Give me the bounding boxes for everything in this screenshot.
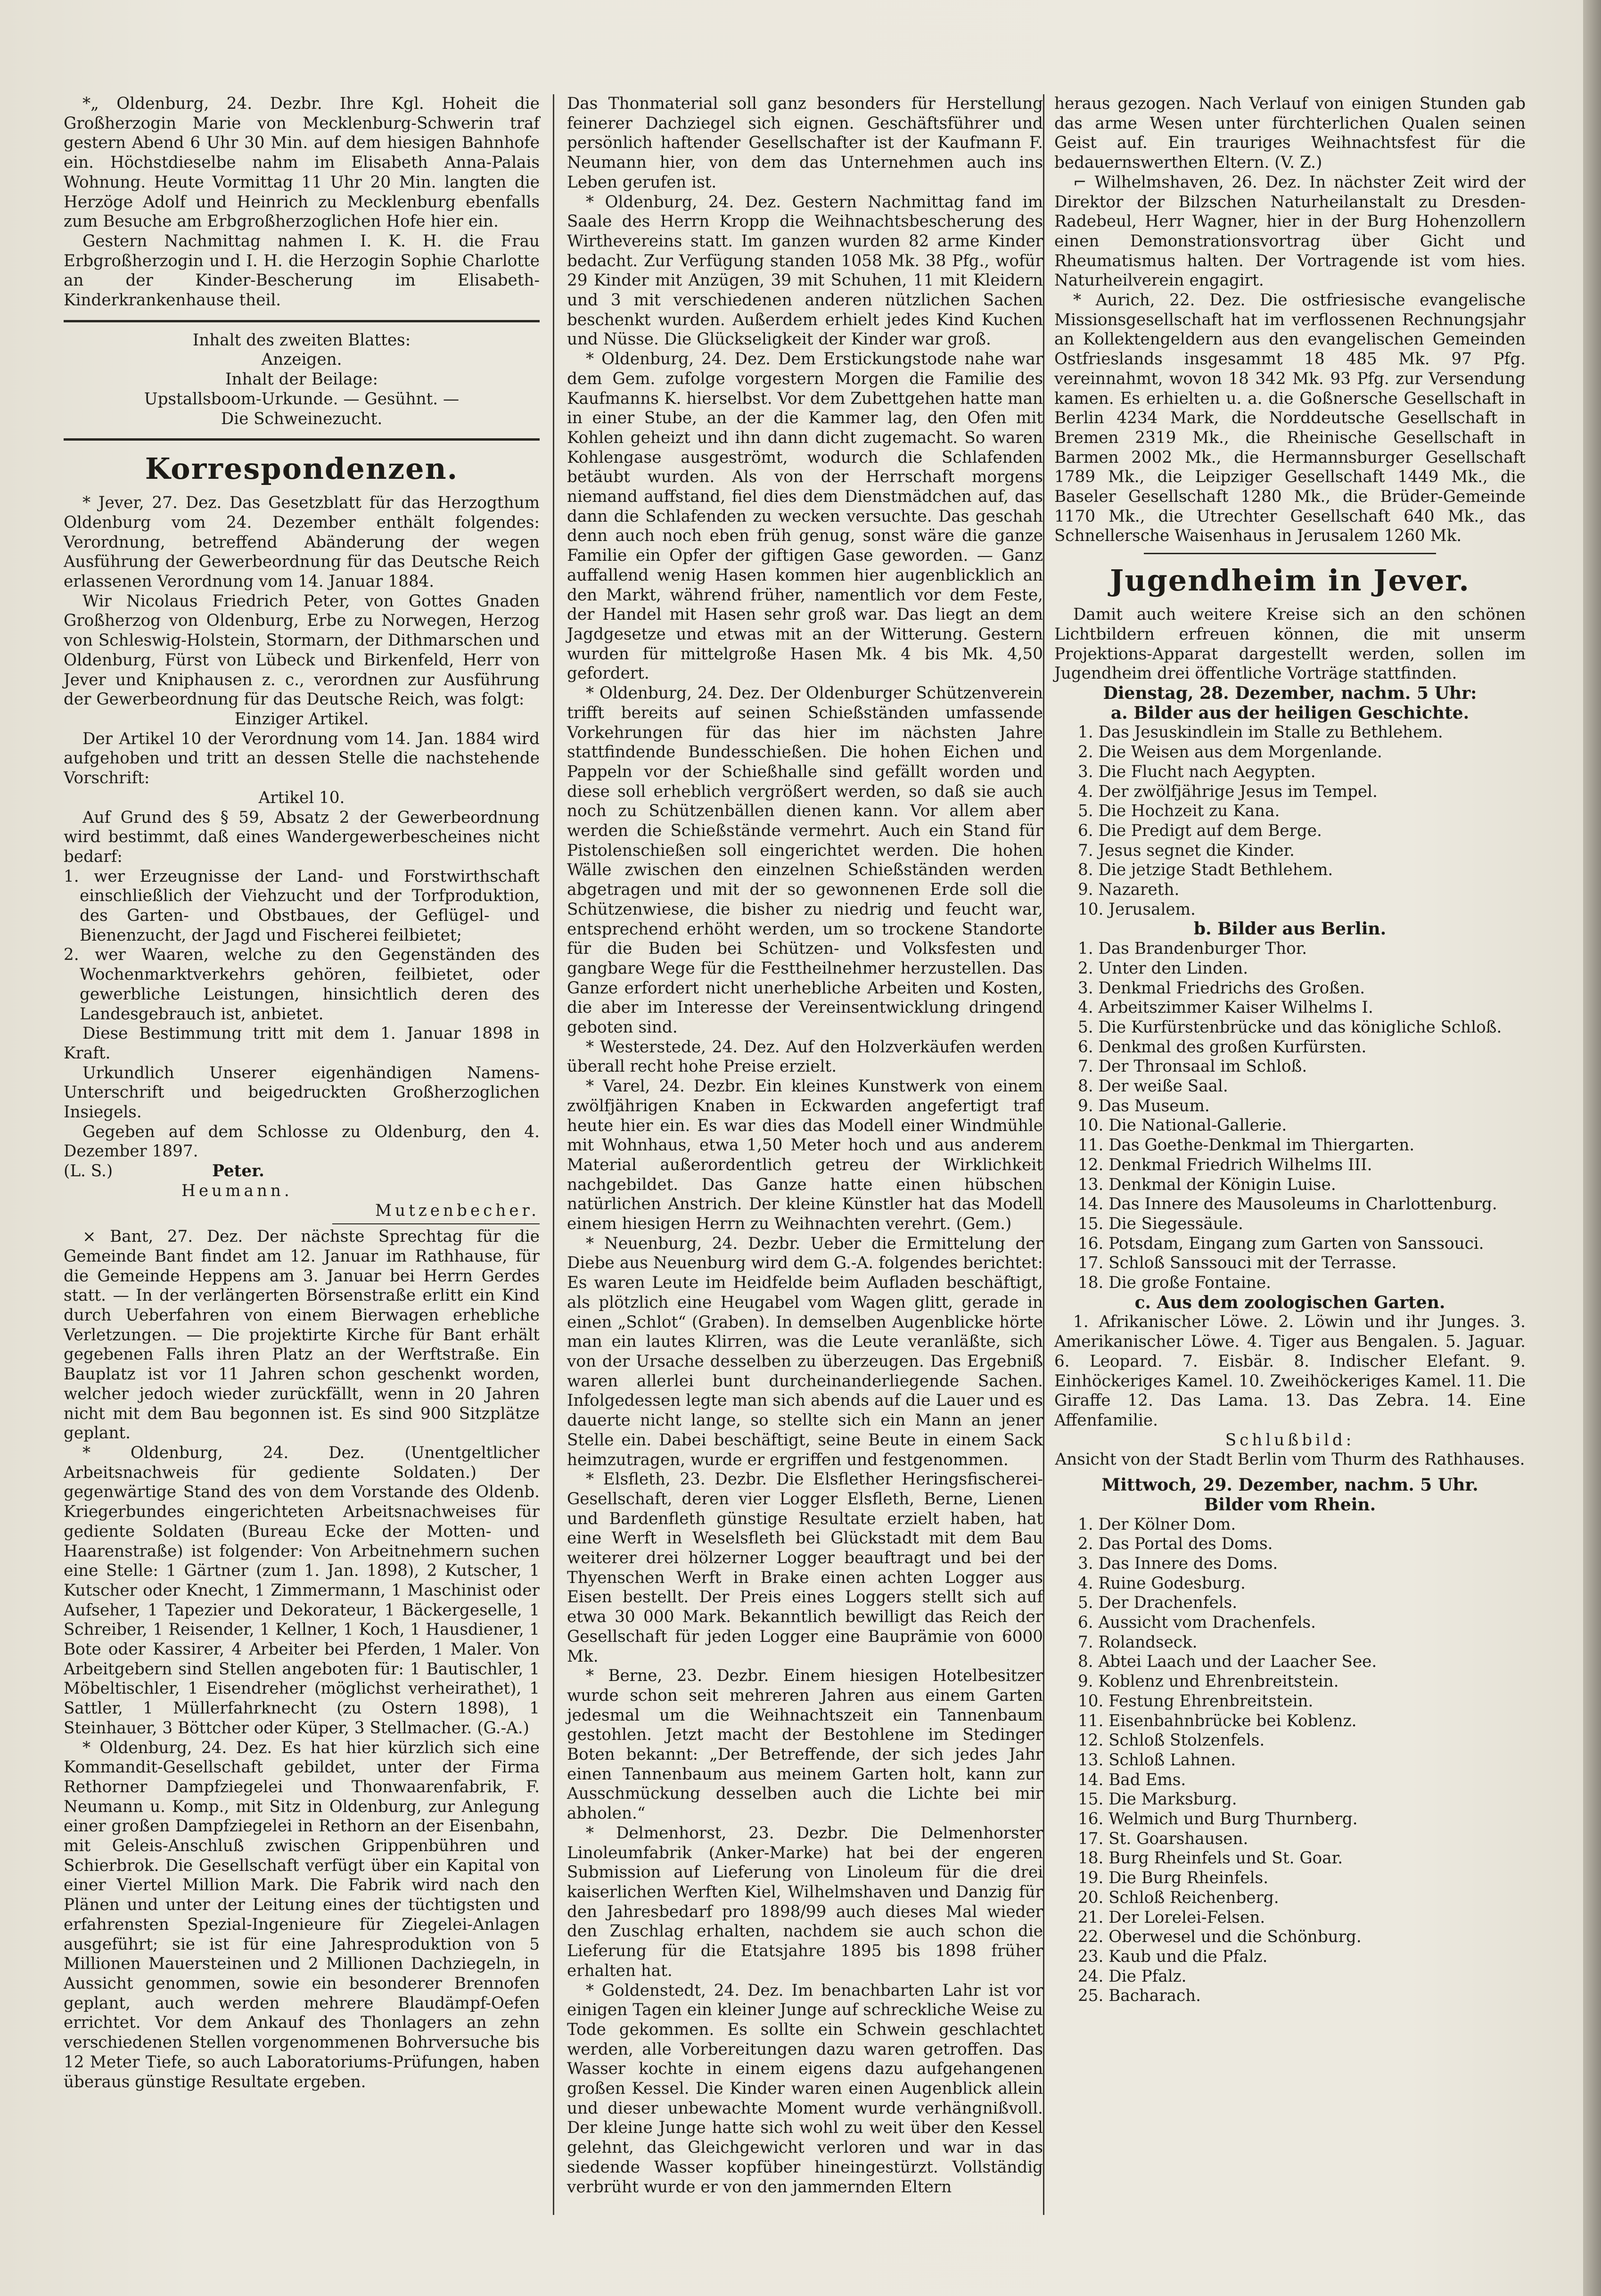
list-item: 7. Rolandseck. xyxy=(1078,1632,1198,1652)
list-item: 9. Das Museum. xyxy=(1078,1096,1210,1115)
column-3 xyxy=(1054,94,1526,2006)
list-item: 15. Die Marksburg. xyxy=(1078,1790,1237,1809)
list-item: 5. Die Hochzeit zu Kana. xyxy=(1078,802,1280,821)
program-date: Dienstag, 28. Dezember, nachm. 5 Uhr: xyxy=(1103,683,1477,703)
list-item: 23. Kaub und die Pfalz. xyxy=(1078,1947,1268,1966)
list-item: 10. Festung Ehrenbreitstein. xyxy=(1078,1691,1314,1711)
article-title: Artikel 10. xyxy=(258,788,345,807)
picture-list xyxy=(1054,939,1526,1293)
column-rule xyxy=(553,94,554,2215)
list-item: 17. Schloß Sanssouci mit der Terrasse. xyxy=(1078,1254,1397,1273)
picture-list xyxy=(1054,1515,1526,2007)
decree-paragraph: Auf Grund des § 59, Absatz 2 der Gewerbeordnung wird bestimmt, daß eines Wandergewerbescheines nicht bedarf: xyxy=(64,808,540,866)
picture-list xyxy=(1054,723,1526,919)
list-item: 25. Bacharach. xyxy=(1078,1986,1201,2006)
article-oldenburg-1b: Gestern Nachmittag nahmen I. K. H. die Frau Erbgroßherzogin und I. H. die Herzogin Sophie Charlotte an der Kinder-Bescherung im Elisabeth-Kinderkrankenhause theil. xyxy=(64,231,540,310)
signature-mutzenbecher: Mutzenbecher. xyxy=(375,1201,540,1220)
article-title: Einziger Artikel. xyxy=(234,709,369,729)
list-item: 7. Jesus segnet die Kinder. xyxy=(1078,841,1295,860)
contents-line: Die Schweinezucht. xyxy=(221,409,383,428)
list-item: 11. Eisenbahnbrücke bei Koblenz. xyxy=(1078,1711,1357,1730)
list-item: 2. Das Portal des Doms. xyxy=(1078,1534,1273,1554)
list-item: 18. Die große Fontaine. xyxy=(1078,1273,1272,1293)
article-aurich: * Aurich, 22. Dez. Die ostfriesische evangelische Missionsgesellschaft hat im verflossenen Rechnungsjahr an Kollektengeldern aus den evangelischen Gemeinden Ostfrieslands insgesammt 18 485 Mk. 97 Pfg. vereinnahmt, wovon 18 342 Mk. 93 Pfg. zur Versendung kamen. Es erhielten u. a. die Goßnersche Gesellschaft in Berlin 4234 Mark, die Norddeutsche Gesellschaft in Bremen 2319 Mk., die Rheinische Gesellschaft in Barmen 2002 Mk., die Hermannsburger Gesellschaft 1789 Mk., die Leipziger Gesellschaft 1449 Mk., die Baseler Gesellschaft 1280 Mk., die Brüder-Gemeinde 1170 Mk., die Utrechter Gesellschaft 640 Mk., das Schnellersche Waisenhaus in Jerusalem 1260 Mk. xyxy=(1054,291,1526,546)
final-picture-label: Schlußbild: xyxy=(1225,1430,1355,1450)
page-edge xyxy=(1583,0,1601,2296)
list-item: 2. wer Waaren, welche zu den Gegenständen des Wochenmarktverkehrs gehören, feilbietet, oder gewerbliche Leistungen, hinsichtlich deren des Landesgebrauch ist, anbietet. xyxy=(64,945,540,1024)
program-section: Bilder vom Rhein. xyxy=(1204,1494,1376,1515)
article-continuation: heraus gezogen. Nach Verlauf von einigen Stunden gab das arme Wesen unter fürchterlichen Qualen seinen Geist auf. Ein trauriges Weihnachtsfest für die bedauernswerthen Eltern. (V. Z.) xyxy=(1054,94,1526,172)
decree-paragraph: Urkundlich Unserer eigenhändigen Namens-Unterschrift und beigedruckten Großherzoglichen Insiegels. xyxy=(64,1063,540,1122)
column-2 xyxy=(567,94,1043,2197)
list-item: 10. Jerusalem. xyxy=(1078,900,1196,919)
article-berne: * Berne, 23. Dezbr. Einem hiesigen Hotelbesitzer wurde schon seit mehreren Jahren aus einem Garten jedesmal um die Weihnachtszeit ein Tannenbaum gestohlen. Jetzt macht der Bestohlene im Stedinger Boten bekannt: „Der Betreffende, der sich jedes Jahr einen Tannenbaum aus meinem Garten holt, kann zur Ausschmückung desselben auch die Lichte bei mir abholen.“ xyxy=(567,1666,1043,1823)
zoo-list: 1. Afrikanischer Löwe. 2. Löwin und ihr Junges. 3. Amerikanischer Löwe. 4. Tiger aus Bengalen. 5. Jaguar. 6. Leopard. 7. Eisbär. 8. Indischer Elefant. 9. Einhöckeriges Kamel. 10. Zweihöckeriges Kamel. 11. Die Giraffe 12. Das Lama. 13. Das Zebra. 14. Eine Affenfamilie. xyxy=(1054,1312,1526,1430)
list-item: 15. Die Siegessäule. xyxy=(1078,1214,1243,1233)
list-item: 1. Der Kölner Dom. xyxy=(1078,1515,1236,1534)
list-item: 5. Der Drachenfels. xyxy=(1078,1593,1238,1613)
list-item: 4. Ruine Godesburg. xyxy=(1078,1574,1246,1593)
signature-line xyxy=(64,1162,540,1181)
list-item: 12. Schloß Stolzenfels. xyxy=(1078,1731,1265,1750)
list-item: 16. Potsdam, Eingang zum Garten von Sanssouci. xyxy=(1078,1234,1484,1253)
list-item: 12. Denkmal Friedrich Wilhelms III. xyxy=(1078,1155,1372,1174)
contents-line: Inhalt des zweiten Blattes: xyxy=(192,330,411,350)
list-item: 19. Die Burg Rheinfels. xyxy=(1078,1869,1269,1888)
list-item: 3. Das Innere des Doms. xyxy=(1078,1554,1278,1573)
column-rule xyxy=(1043,94,1044,2215)
list-item: 6. Denkmal des großen Kurfürsten. xyxy=(1078,1037,1367,1057)
article-varel: * Varel, 24. Dezbr. Ein kleines Kunstwerk von einem zwölfjährigen Knaben in Eckwarden angefertigt traf heute hier ein. Es war dies das Modell einer Windmühle mit Wohnhaus, etwa 1,50 Meter hoch und aus anderem Material außerordentlich getreu der Wirklichkeit nachgebildet. Das Ganze hatte einen hübschen natürlichen Anstrich. Der kleine Künstler hat das Modell einem hiesigen Herrn zu Weihnachten verehrt. (Gem.) xyxy=(567,1077,1043,1234)
divider xyxy=(64,320,540,322)
article-goldenstedt: * Goldenstedt, 24. Dez. Im benachbarten Lahr ist vor einigen Tagen ein kleiner Junge auf schreckliche Weise zu Tode gekommen. Es sollte ein Schwein geschlachtet werden, alle Vorbereitungen dazu waren getroffen. Das Wasser kochte in einem eigens dazu aufgehangenen großen Kessel. Die Kinder waren einen Augenblick allein und dieser unbewachte Moment wurde verhängnißvoll. Der kleine Junge hatte sich wohl zu weit über den Kessel gelehnt, das Gleichgewicht verloren und war in das siedende Wasser kopfüber hineingestürzt. Vollständig verbrüht wurde er von den jammernden Eltern xyxy=(567,1981,1043,2197)
decree-preamble: Wir Nicolaus Friedrich Peter, von Gottes Gnaden Großherzog von Oldenburg, Erbe zu Norwegen, Herzog von Schleswig-Holstein, Stormarn, der Dithmarschen und Oldenburg, Fürst von Lübeck und Birkenfeld, Herr von Jever und Kniphausen z. c., verordnen zur Ausführung der Gewerbeordnung für das Deutsche Reich, was folgt: xyxy=(64,591,540,709)
list-item: 21. Der Lorelei-Felsen. xyxy=(1078,1908,1265,1927)
article-oldenburg-3: * Oldenburg, 24. Dez. Es hat hier kürzlich sich eine Kommandit-Gesellschaft gebildet, unter der Firma Rethorner Dampfziegelei und Thonwaarenfabrik, F. Neumann u. Komp., mit Sitz in Oldenburg, zur Anlegung einer großen Dampfziegelei in Rethorn an der Eisenbahn, mit Geleis-Anschluß zwischen Grippenbühren und Schierbrok. Die Gesellschaft verfügt über ein Kapital von einer Viertel Million Mark. Die Fabrik wird nach den Plänen und unter der Leitung eines der tüchtigsten und erfahrensten Spezial-Ingenieure für Ziegelei-Anlagen ausgeführt; sie ist für eine Jahresproduktion von 5 Millionen Mauersteinen und 2 Millionen Dachziegeln, in Aussicht genommen, sowie ein besonderer Brennofen geplant, auch werden mehrere Blaudämpf-Oefen errichtet. Vor dem Ankauf des Thonlagers an zehn verschiedenen Stellen vorgenommenen Bohrversuche bis 12 Meter Tiefe, so auch Laboratoriums-Prüfungen, haben überaus günstige Resultate ergeben. xyxy=(64,1738,540,2091)
final-picture-text: Ansicht von der Stadt Berlin vom Thurm des Rathhauses. xyxy=(1055,1450,1525,1469)
contents-line: Upstallsboom-Urkunde. — Gesühnt. — xyxy=(144,389,460,409)
article-oldenburg-1: *„ Oldenburg, 24. Dezbr. Ihre Kgl. Hoheit die Großherzogin Marie von Mecklenburg-Schwerin traf gestern Abend 6 Uhr 30 Min. auf dem hiesigen Bahnhofe ein. Höchstdieselbe nahm im Elisabeth Anna-Palais Wohnung. Heute Vormittag 11 Uhr 20 Min. langten die Herzöge Adolf und Heinrich zu Mecklenburg ebenfalls zum Besuche am Erbgroßherzoglichen Hofe hier ein. xyxy=(64,94,540,231)
divider xyxy=(1144,553,1436,554)
divider xyxy=(64,438,540,441)
article-delmenhorst: * Delmenhorst, 23. Dezbr. Die Delmenhorster Linoleumfabrik (Anker-Marke) hat bei der engeren Submission auf Lieferung von Linoleum für die drei kaiserlichen Werften Kiel, Wilhelmshaven und Danzig für den Jahresbedarf pro 1898/99 auch dieses Mal wieder den Zuschlag erhalten, nachdem sie auch schon die Lieferung für die Etatsjahre 1895 bis 1898 früher erhalten hat. xyxy=(567,1823,1043,1980)
list-item: 14. Das Innere des Mausoleums in Charlottenburg. xyxy=(1078,1195,1497,1214)
list-item: 9. Nazareth. xyxy=(1078,880,1180,900)
list-item: 8. Der weiße Saal. xyxy=(1078,1077,1228,1096)
list-item: 24. Die Pfalz. xyxy=(1078,1967,1187,1986)
article-oldenburg-4: * Oldenburg, 24. Dez. Gestern Nachmittag fand im Saale des Herrn Kropp die Weihnachtsbescherung des Wirthevereins statt. Im ganzen wurden 82 arme Kinder bedacht. Zur Verfügung standen 1058 Mk. 38 Pfg., wofür 29 Kinder mit Anzügen, 39 mit Schuhen, 11 mit Kleidern und 3 mit verschiedenen anderen nützlichen Sachen beschenkt wurden. Außerdem erhielt jedes Kind Kuchen und Nüsse. Die Glückseligkeit der Kinder war groß. xyxy=(567,192,1043,349)
list-item: 9. Koblenz und Ehrenbreitstein. xyxy=(1078,1672,1339,1691)
decree-paragraph: Der Artikel 10 der Verordnung vom 14. Jan. 1884 wird aufgehoben und tritt an dessen Stelle die nachstehende Vorschrift: xyxy=(64,729,540,788)
section-heading: Korrespondenzen. xyxy=(145,451,459,486)
list-item: 2. Die Weisen aus dem Morgenlande. xyxy=(1078,743,1382,762)
article-wilhelmshaven: ⌐ Wilhelmshaven, 26. Dez. In nächster Zeit wird der Direktor der Bilzschen Naturheilanstalt zu Dresden-Radebeul, Herr Wagner, hier in der Burg Hohenzollern einen Demonstrationsvortrag über Gicht und Rheumatismus halten. Der Vortragende ist vom hies. Naturheilverein engagirt. xyxy=(1054,172,1526,290)
column-1 xyxy=(64,94,540,2092)
article-oldenburg-6: * Oldenburg, 24. Dez. Der Oldenburger Schützenverein trifft bereits auf seinen Schießständen umfassende Vorkehrungen für das hier im nächsten Jahre stattfindende Bundesschießen. Die hohen Eichen und Pappeln vor der Schießhalle sind gefällt worden und diese soll erheblich vergrößert werden, so daß sie auch noch zu Schützenbällen dienen kann. Vor allem aber werden die Schießstände vermehrt. Auch ein Stand für Pistolenschießen soll eingerichtet werden. Die hohen Wälle zwischen den einzelnen Schießständen werden abgetragen und mit der so gewonnenen Erde soll die Schützenwiese, die bisher zu niedrig und feucht war, entsprechend erhöht werden, um so trockene Standorte für die Buden bei Schützen- und Volksfesten und gangbare Wege für die Festtheilnehmer herzustellen. Das Ganze erfordert nicht unerhebliche Arbeiten und Kosten, die aber im Interesse der Vereinsentwicklung dringend geboten sind. xyxy=(567,684,1043,1037)
list-item: 4. Arbeitszimmer Kaiser Wilhelms I. xyxy=(1078,998,1373,1017)
list-item: 1. Das Brandenburger Thor. xyxy=(1078,939,1307,959)
list-item: 13. Schloß Lahnen. xyxy=(1078,1750,1236,1770)
list-item: 4. Der zwölfjährige Jesus im Tempel. xyxy=(1078,782,1378,801)
list-item: 11. Das Goethe-Denkmal im Thiergarten. xyxy=(1078,1136,1415,1155)
list-item: 18. Burg Rheinfels und St. Goar. xyxy=(1078,1849,1343,1868)
contents-line: Anzeigen. xyxy=(261,350,342,369)
list-item: 13. Denkmal der Königin Luise. xyxy=(1078,1175,1336,1194)
list-item: 3. Denkmal Friedrichs des Großen. xyxy=(1078,978,1365,998)
article-continuation: Das Thonmaterial soll ganz besonders für Herstellung feinerer Dachziegel sich eignen. Geschäftsführer und persönlich haftender Gesellschafter ist der Kaufmann F. Neumann hier, von dem das Unternehmen auch ins Leben gerufen ist. xyxy=(567,94,1043,192)
article-bant: ⨯ Bant, 27. Dez. Der nächste Sprechtag für die Gemeinde Bant findet am 12. Januar im Rathhause, für die Gemeinde Heppens am 3. Januar bei Herrn Gerdes statt. — In der verlängerten Börsenstraße erlitt ein Kind durch Ueberfahren von einem Bierwagen erhebliche Verletzungen. — Die projektirte Kirche für Bant erhält gegebenen Falls ihren Platz an der Werftstraße. Ein Bauplatz ist vor 11 Jahren schon geschenkt worden, welcher jedoch wieder zurückfällt, wenn in 20 Jahren nicht mit dem Bau begonnen ist. Es sind 900 Sitzplätze geplant. xyxy=(64,1227,540,1443)
list-item: 1. Das Jesuskindlein im Stalle zu Bethlehem. xyxy=(1078,723,1443,742)
divider xyxy=(332,1223,540,1224)
program-section: a. Bilder aus der heiligen Geschichte. xyxy=(1110,703,1470,723)
list-item: 2. Unter den Linden. xyxy=(1078,959,1248,978)
program-section: b. Bilder aus Berlin. xyxy=(1193,919,1387,939)
seal-mark: (L. S.) xyxy=(64,1162,113,1181)
list-item: 14. Bad Ems. xyxy=(1078,1770,1186,1789)
legal-list xyxy=(64,867,540,1025)
contents-line: Inhalt der Beilage: xyxy=(225,370,378,389)
list-item: 16. Welmich und Burg Thurnberg. xyxy=(1078,1810,1358,1829)
signature-heumann: Heumann. xyxy=(181,1181,293,1200)
list-item: 6. Die Predigt auf dem Berge. xyxy=(1078,821,1322,840)
signature-peter: Peter. xyxy=(212,1162,264,1181)
list-item: 3. Die Flucht nach Aegypten. xyxy=(1078,762,1316,781)
list-item: 1. wer Erzeugnisse der Land- und Forstwirthschaft einschließlich der Viehzucht und der Torfproduktion, des Garten- und Obstbaues, der Geflügel- und Bienenzucht, der Jagd und Fischerei feilbietet; xyxy=(64,867,540,945)
list-item: 6. Aussicht vom Drachenfels. xyxy=(1078,1613,1316,1632)
article-elsfleth: * Elsfleth, 23. Dezbr. Die Elsflether Heringsfischerei-Gesellschaft, deren vier Logger Elsfleth, Berne, Lienen und Bardenfleth günstige Resultate erzielt haben, hat eine Werft in Weselsfleth bei Glückstadt mit dem Bau weiterer drei hölzerner Logger beauftragt und bei der Thyenschen Werft in Brake einen achten Logger aus Eisen bestellt. Der Preis eines Loggers stellt sich auf etwa 30 000 Mark. Bekanntlich bewilligt das Reich der Gesellschaft für jeden Logger eine Bauprämie von 6000 Mk. xyxy=(567,1470,1043,1666)
list-item: 7. Der Thronsaal im Schloß. xyxy=(1078,1057,1307,1076)
list-item: 17. St. Goarshausen. xyxy=(1078,1829,1248,1848)
article-neuenburg: * Neuenburg, 24. Dezbr. Ueber die Ermittelung der Diebe aus Neuenburg wird dem G.-A. folgendes berichtet: Es waren Leute im Heidfelde beim Aufladen beschäftigt, als plötzlich eine Heugabel vom Wagen glitt, gerade in einen „Schlot“ (Graben). In demselben Augenblicke hörte man ein lautes Klirren, was die Leute veranläßte, sich von der Ursache desselben zu überzeugen. Das Ergebniß waren allerlei bunt durcheinanderliegende Sachen. Infolgedessen legte man sich abends auf die Lauer und es dauerte nicht lange, so stellte sich ein Mann an jener Stelle ein. Dabei beschäftigt, seine Beute in einem Sack heimzutragen, wurde er ergriffen und festgenommen. xyxy=(567,1234,1043,1469)
article-westerstede: * Westerstede, 24. Dez. Auf den Holzverkäufen werden überall recht hohe Preise erzielt. xyxy=(567,1037,1043,1076)
section-heading: Jugendheim in Jever. xyxy=(1110,563,1470,598)
list-item: 10. Die National-Gallerie. xyxy=(1078,1116,1287,1135)
list-item: 8. Die jetzige Stadt Bethlehem. xyxy=(1078,861,1333,880)
list-item: 5. Die Kurfürstenbrücke und das königliche Schloß. xyxy=(1078,1017,1502,1037)
article-oldenburg-5: * Oldenburg, 24. Dez. Dem Erstickungstode nahe war dem Gem. zufolge vorgestern Morgen die Familie des Kaufmanns K. hierselbst. Vor dem Zubettgehen hatte man in einer Stube, an der die Kammer lag, den Ofen mit Kohlen geheizt und ihn dann dicht zugemacht. So waren Kohlengase ausgeströmt, wodurch die Schlafenden betäubt wurden. Als von der Herrschaft morgens niemand auffstand, fiel dies dem Dienstmädchen auf, das dann die Schlafenden zu wecken versuchte. Das geschah denn auch noch eben früh genug, sonst wäre die ganze Familie ein Opfer der giftigen Gase geworden. — Ganz auffallend wenig Hasen kommen hier augenblicklich an den Markt, während früher, namentlich vor dem Feste, der Handel mit Hasen sehr groß war. Das liegt an dem Jagdgesetze und etwas mit an der Witterung. Gestern wurden für mittelgroße Hasen Mk. 4 bis Mk. 4,50 gefordert. xyxy=(567,350,1043,683)
decree-paragraph: Diese Bestimmung tritt mit dem 1. Januar 1898 in Kraft. xyxy=(64,1024,540,1063)
program-date: Mittwoch, 29. Dezember, nachm. 5 Uhr. xyxy=(1101,1475,1478,1495)
list-item: 8. Abtei Laach und der Laacher See. xyxy=(1078,1652,1377,1672)
list-item: 20. Schloß Reichenberg. xyxy=(1078,1888,1279,1907)
program-section: c. Aus dem zoologischen Garten. xyxy=(1134,1292,1445,1312)
article-oldenburg-2: * Oldenburg, 24. Dez. (Unentgeltlicher Arbeitsnachweis für gediente Soldaten.) Der gegenwärtige Stand des von dem Vorstande des Oldenb. Kriegerbundes eingerichteten Arbeitsnachweises für gediente Soldaten (Bureau Ecke der Motten- und Haarenstraße) ist folgender: Von Arbeitnehmern suchen eine Stelle: 1 Gärtner (zum 1. Jan. 1898), 2 Kutscher, 1 Kutscher oder Knecht, 1 Zimmermann, 1 Maschinist oder Aufseher, 1 Tapezier und Dekorateur, 1 Bäckergeselle, 1 Schreiber, 1 Reisender, 1 Kellner, 1 Koch, 1 Hausdiener, 1 Bote oder Kassirer, 4 Arbeiter bei Pferden, 1 Maler. Von Arbeitgebern sind Stellen angeboten für: 1 Bautischler, 1 Möbeltischler, 1 Eisendreher (möglichst verheirathet), 1 Sattler, 1 Müllerfahrknecht (zu Ostern 1898), 1 Steinhauer, 3 Böttcher oder Küper, 3 Stellmacher. (G.-A.) xyxy=(64,1443,540,1738)
intro-paragraph: Damit auch weitere Kreise sich an den schönen Lichtbildern erfreuen können, die mit unserm Projektions-Apparat dargestellt werden, sollen im Jugendheim drei öffentliche Vorträge stattfinden. xyxy=(1054,605,1526,683)
decree-paragraph: Gegeben auf dem Schlosse zu Oldenburg, den 4. Dezember 1897. xyxy=(64,1122,540,1161)
article-jever: * Jever, 27. Dez. Das Gesetzblatt für das Herzogthum Oldenburg vom 24. Dezember enthält folgendes: Verordnung, betreffend Abänderung der wegen Ausführung der Gewerbeordnung für das Deutsche Reich erlassenen Verordnung vom 14. Januar 1884. xyxy=(64,493,540,591)
list-item: 22. Oberwesel und die Schönburg. xyxy=(1078,1927,1362,1947)
